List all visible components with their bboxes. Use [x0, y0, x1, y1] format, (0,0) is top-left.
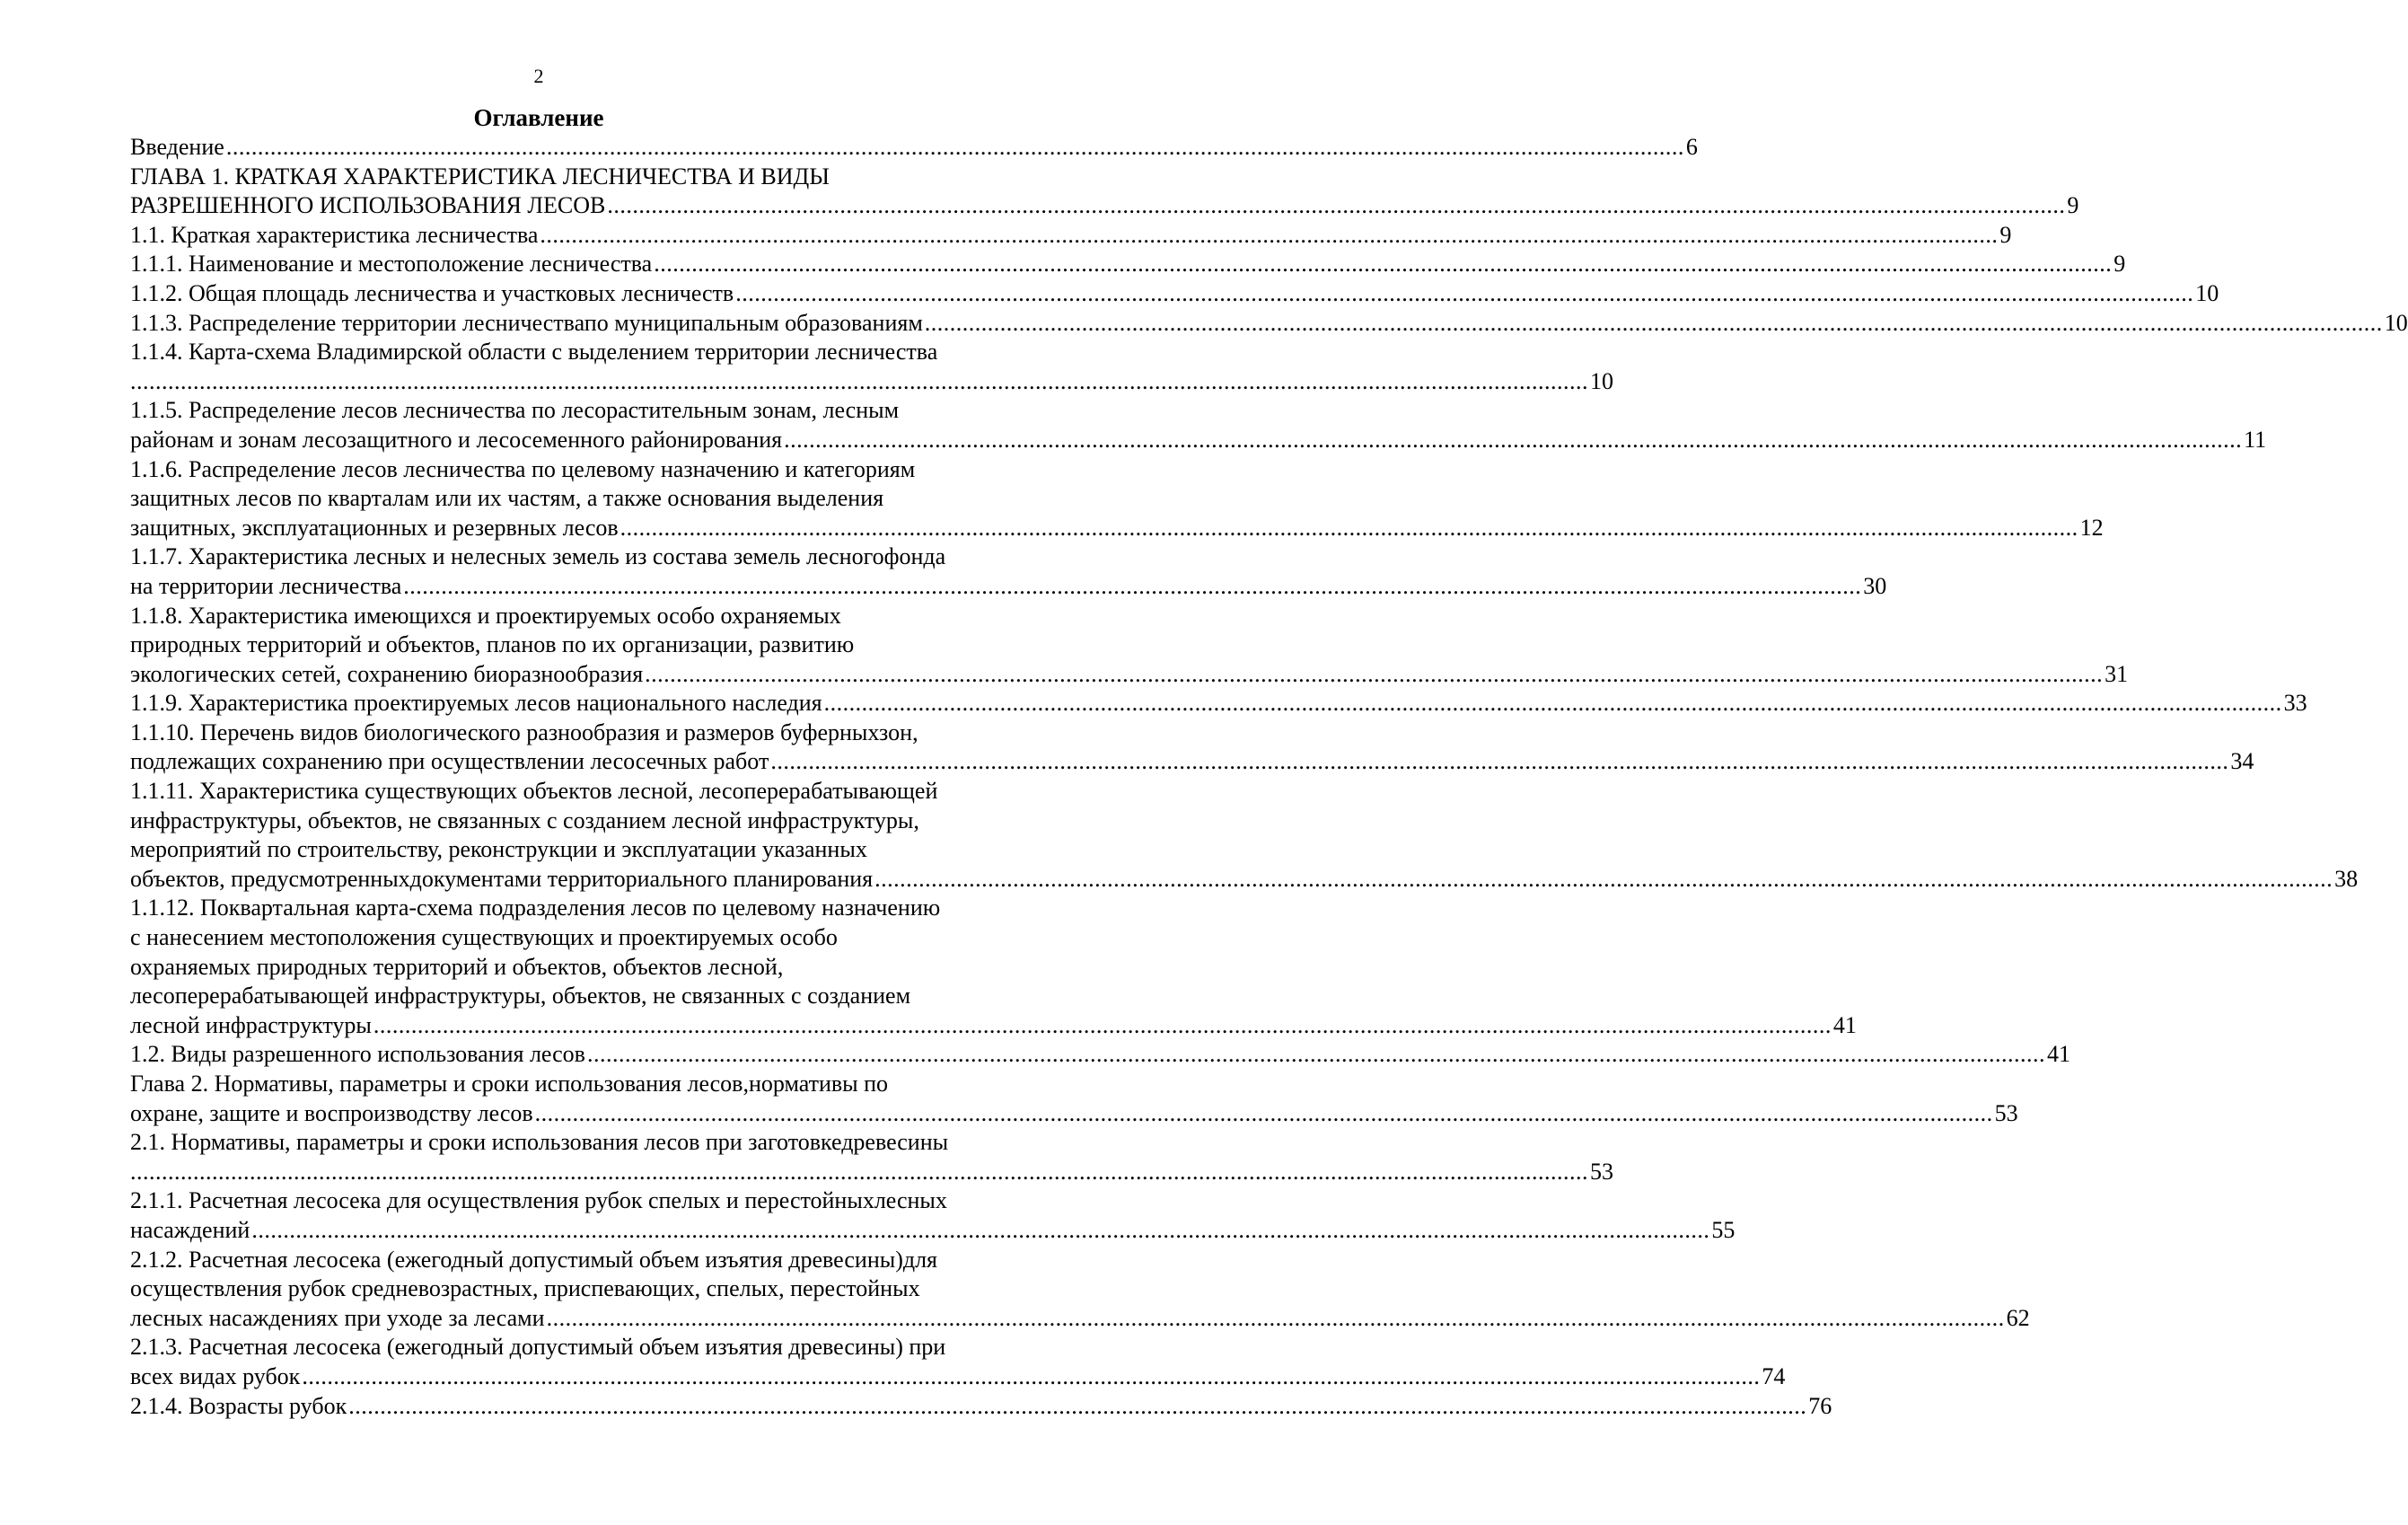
toc-entry-text-line: 1.1.7. Характеристика лесных и нелесных земель из состава земель лесногофонда: [130, 543, 946, 570]
toc-page-number: 41: [2046, 1041, 2070, 1068]
toc-entry[interactable]: [130, 455, 2104, 543]
toc-entry[interactable]: [130, 1186, 1736, 1245]
dot-leader: [735, 279, 2193, 309]
toc-entry-last-line: [130, 426, 2267, 455]
toc-entry-text-line: 2.1.3. Расчетная лесосека (ежегодный допустимый объем изъятия древесины) при: [130, 1334, 946, 1361]
toc-entry-title: охране, защите и воспроизводству лесов: [130, 1099, 533, 1126]
toc-entry-title: экологических сетей, сохранению биоразнообразия: [130, 660, 644, 687]
toc-entry-title: подлежащих сохранению при осуществлении лесосечных работ: [130, 748, 769, 775]
toc-entry-title: 2.1.4. Возрасты рубок: [130, 1392, 347, 1419]
dot-leader: [874, 865, 2333, 895]
toc-entry-text-line: ГЛАВА 1. КРАТКАЯ ХАРАКТЕРИСТИКА ЛЕСНИЧЕСТВА И ВИДЫ: [130, 163, 830, 190]
toc-entry-title: всех видах рубок: [130, 1362, 301, 1389]
toc-entry[interactable]: [130, 718, 2254, 777]
toc-entry-text-line: 2.1.1. Расчетная лесосека для осуществления рубок спелых и перестойныхлесных: [130, 1187, 947, 1214]
toc-entry-last-line: [130, 367, 1613, 397]
toc-entry[interactable]: [130, 1392, 1832, 1422]
toc-page-number: 10: [2384, 309, 2408, 336]
toc-page-number: 30: [1863, 572, 1887, 599]
dot-leader: [535, 1099, 1993, 1129]
toc-entry[interactable]: [130, 1246, 2030, 1334]
dot-leader: [770, 747, 2228, 777]
toc-page-number: 41: [1832, 1011, 1857, 1038]
dot-leader: [251, 1216, 1709, 1246]
dot-leader: [587, 1040, 2045, 1070]
dot-leader: [348, 1392, 1806, 1422]
toc-page-number: 10: [1590, 367, 1613, 394]
toc-entry-last-line: [130, 279, 2219, 309]
dot-leader: [824, 689, 2282, 718]
dot-leader: [925, 309, 2383, 339]
toc-entry[interactable]: [130, 309, 2408, 339]
toc-entry[interactable]: [130, 250, 2126, 279]
toc-entry-title: РАЗРЕШЕННОГО ИСПОЛЬЗОВАНИЯ ЛЕСОВ: [130, 192, 606, 219]
toc-entry-last-line: [130, 865, 2359, 895]
toc-entry-title: 1.1.9. Характеристика проектируемых лесов национального наследия: [130, 690, 822, 717]
toc-entry-title: районам и зонам лесозащитного и лесосеменного районирования: [130, 426, 783, 453]
toc-page-number: 9: [1999, 221, 2012, 248]
dot-leader: [607, 191, 2065, 221]
toc-entry-title: объектов, предусмотренныхдокументами территориального планирования: [130, 865, 874, 892]
toc-entry-text-line: 1.1.4. Карта-схема Владимирской области с выделением территории лесничества: [130, 339, 938, 366]
dot-leader: [130, 367, 1588, 397]
page-number: 2: [533, 65, 544, 87]
toc-entry-text-line: 1.1.5. Распределение лесов лесничества по лесорастительным зонам, лесным: [130, 397, 900, 424]
toc-entry-text-line: инфраструктуры, объектов, не связанных с созданием лесной инфраструктуры,: [130, 807, 919, 833]
toc-entry[interactable]: [130, 602, 2129, 690]
table-of-contents: [130, 133, 2408, 1421]
toc-entry-last-line: [130, 1011, 1857, 1041]
toc-entry-last-line: [130, 747, 2254, 777]
toc-entry-text-line: мероприятий по строительству, реконструкции и эксплуатации указанных: [130, 836, 867, 863]
toc-entry[interactable]: [130, 894, 1857, 1040]
toc-entry[interactable]: [130, 1333, 1786, 1391]
toc-page-number: 74: [1762, 1362, 1786, 1389]
toc-page-number: 34: [2230, 748, 2254, 775]
toc-entry-title: 1.1.1. Наименование и местоположение лесничества: [130, 251, 653, 278]
dot-leader: [374, 1011, 1832, 1041]
toc-page-number: 10: [2195, 279, 2219, 306]
toc-entry-text-line: 1.1.12. Поквартальная карта-схема подразделения лесов по целевому назначению: [130, 895, 941, 921]
dot-leader: [130, 1158, 1588, 1187]
toc-entry-last-line: [130, 1158, 1613, 1187]
toc-entry-last-line: [130, 221, 2012, 251]
toc-entry-text-line: 2.1. Нормативы, параметры и сроки использования лесов при заготовкедревесины: [130, 1129, 949, 1156]
toc-page-number: 76: [1808, 1392, 1832, 1419]
toc-entry-title: 1.1.2. Общая площадь лесничества и участковых лесничеств: [130, 279, 734, 306]
toc-entry-last-line: [130, 309, 2408, 339]
toc-entry[interactable]: [130, 1070, 2018, 1128]
toc-entry-last-line: [130, 1362, 1786, 1392]
toc-page-number: 53: [1994, 1099, 2018, 1126]
toc-entry-text-line: природных территорий и объектов, планов по их организации, развитию: [130, 631, 855, 658]
toc-entry-last-line: [130, 133, 1698, 163]
toc-entry-title: 1.2. Виды разрешенного использования лесов: [130, 1041, 585, 1068]
toc-page-number: 12: [2079, 514, 2104, 541]
toc-page-number: 9: [2114, 251, 2126, 278]
toc-entry-title: 1.1.3. Распределение территории лесничествапо муниципальным образованиям: [130, 309, 923, 336]
toc-entry-last-line: [130, 1099, 2018, 1129]
dot-leader: [620, 514, 2078, 543]
toc-entry[interactable]: [130, 221, 2012, 251]
dot-leader: [654, 250, 2112, 279]
toc-entry[interactable]: [130, 1128, 1613, 1186]
toc-entry-last-line: [130, 250, 2126, 279]
toc-title: Оглавление: [473, 104, 604, 131]
toc-entry-text-line: 1.1.8. Характеристика имеющихся и проектируемых особо охраняемых: [130, 602, 841, 629]
toc-entry[interactable]: [130, 689, 2307, 718]
toc-page-number: 6: [1685, 134, 1698, 160]
dot-leader: [302, 1362, 1760, 1392]
toc-entry-last-line: [130, 191, 2079, 221]
toc-entry-text-line: 2.1.2. Расчетная лесосека (ежегодный допустимый объем изъятия древесины)для: [130, 1246, 938, 1273]
toc-entry-last-line: [130, 1392, 1832, 1422]
toc-entry-title: насаждений: [130, 1216, 250, 1243]
toc-entry[interactable]: [130, 338, 1613, 396]
toc-page-number: 55: [1711, 1216, 1736, 1243]
dot-leader: [547, 1304, 2005, 1334]
toc-entry-text-line: 1.1.11. Характеристика существующих объектов лесной, лесоперерабатывающей: [130, 778, 938, 805]
toc-page-number: 53: [1590, 1158, 1613, 1185]
toc-entry-text-line: Глава 2. Нормативы, параметры и сроки использования лесов,нормативы по: [130, 1071, 889, 1097]
toc-page-number: 9: [2067, 192, 2079, 219]
toc-entry-title: Введение: [130, 134, 224, 160]
toc-entry-last-line: [130, 1040, 2070, 1070]
dot-leader: [645, 660, 2103, 690]
toc-entry-last-line: [130, 572, 1887, 602]
toc-entry-last-line: [130, 514, 2104, 543]
toc-entry[interactable]: [130, 542, 1887, 601]
toc-entry-text-line: защитных лесов по кварталам или их частям, а также основания выделения: [130, 485, 884, 512]
toc-entry-text-line: с нанесением местоположения существующих и проектируемых особо: [130, 924, 838, 951]
toc-entry-last-line: [130, 660, 2129, 690]
toc-entry-title: на территории лесничества: [130, 572, 402, 599]
toc-entry-title: лесных насаждениях при уходе за лесами: [130, 1304, 545, 1331]
toc-entry[interactable]: [130, 279, 2219, 309]
dot-leader: [403, 572, 1861, 602]
toc-entry-text-line: 1.1.6. Распределение лесов лесничества по целевому назначению и категориям: [130, 455, 916, 482]
toc-entry[interactable]: [130, 777, 2359, 894]
toc-entry-title: 1.1. Краткая характеристика лесничества: [130, 221, 539, 248]
toc-entry[interactable]: [130, 163, 2079, 221]
toc-page-number: 38: [2334, 865, 2359, 892]
dot-leader: [226, 133, 1684, 163]
toc-page-number: 31: [2105, 660, 2129, 687]
toc-entry-title: лесной инфраструктуры: [130, 1011, 372, 1038]
toc-entry-last-line: [130, 689, 2307, 718]
toc-entry[interactable]: [130, 1040, 2070, 1070]
dot-leader: [540, 221, 1998, 251]
toc-page-number: 62: [2006, 1304, 2030, 1331]
toc-entry-text-line: 1.1.10. Перечень видов биологического разнообразия и размеров буферныхзон,: [130, 718, 918, 745]
toc-entry-last-line: [130, 1216, 1736, 1246]
toc-page-number: 11: [2244, 426, 2267, 453]
toc-page-number: 33: [2283, 690, 2307, 717]
toc-entry-last-line: [130, 1304, 2030, 1334]
toc-entry-text-line: лесоперерабатывающей инфраструктуры, объектов, не связанных с созданием: [130, 983, 911, 1009]
toc-entry[interactable]: [130, 396, 2267, 454]
toc-entry-title: защитных, эксплуатационных и резервных лесов: [130, 514, 619, 541]
toc-entry[interactable]: [130, 133, 1698, 163]
toc-entry-text-line: охраняемых природных территорий и объектов, объектов лесной,: [130, 953, 784, 980]
dot-leader: [784, 426, 2242, 455]
toc-entry-text-line: осуществления рубок средневозрастных, приспевающих, спелых, перестойных: [130, 1275, 920, 1302]
